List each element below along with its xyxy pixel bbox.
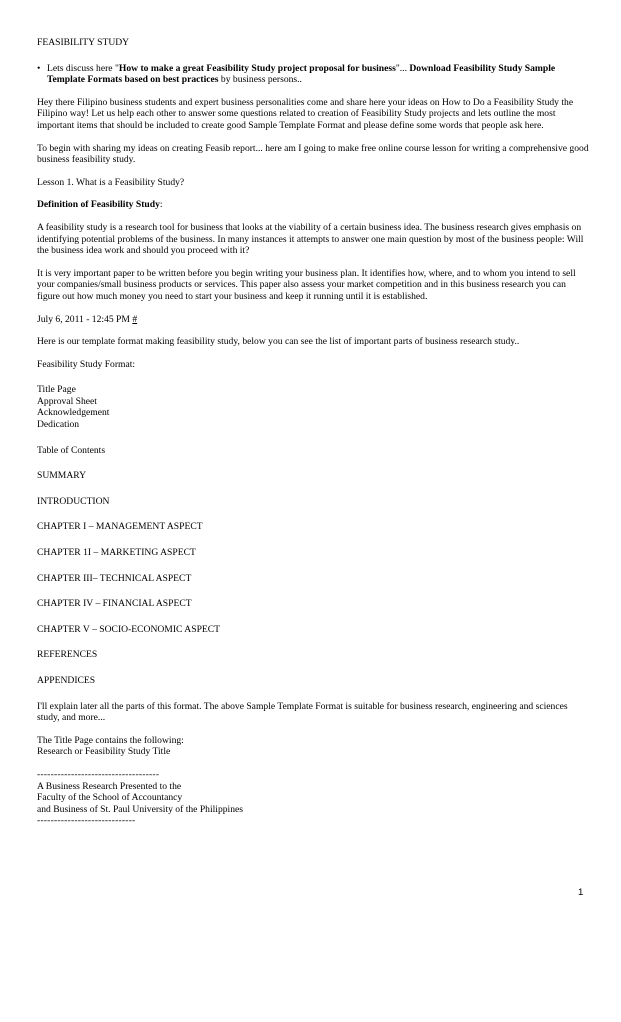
intro-download: Download Feasibility Study Sample Template Formats based on best practices <box>47 62 556 86</box>
important-paragraph: It is very important paper to be written before you begin writing your business plan. It identifies how, where, and to whom you intend to sell your companies/small business products or services. This paper also assess your market competition and in this business research you can figure out how much money you need to start your business and keep it running until it is established. <box>37 267 576 302</box>
presented-line: A Business Research Presented to the <box>37 780 182 792</box>
intro-topic: How to make a great Feasibility Study project proposal for business <box>118 62 396 74</box>
dash-divider-top: ------------------------------------ <box>37 768 160 780</box>
document-title: FEASIBILITY STUDY <box>37 37 130 48</box>
post-meta <box>37 314 589 326</box>
format-heading: Feasibility Study Format: <box>37 358 136 370</box>
section-appendices: APPENDICES <box>37 675 96 686</box>
lesson-title: Lesson 1. What is a Feasibility Study? <box>37 176 185 188</box>
section-chapter-4: CHAPTER IV – FINANCIAL ASPECT <box>37 598 192 610</box>
front-matter-item: Dedication <box>37 419 80 431</box>
intro-text-mid: "... <box>395 62 410 74</box>
front-matter-item: Title Page <box>37 384 76 396</box>
explain-paragraph: I'll explain later all the parts of this format. The above Sample Template Format is suitable for business research, engineering and sciences study, and more... <box>37 700 568 724</box>
title-page-item: Research or Feasibility Study Title <box>37 746 171 758</box>
presented-line: and Business of St. Paul University of the Philippines <box>37 803 243 815</box>
presented-line: Faculty of the School of Accountancy <box>37 792 183 804</box>
definition-colon: : <box>159 199 163 211</box>
page-number: 1 <box>578 887 584 898</box>
intro-text-post: by business persons.. <box>218 74 302 86</box>
post-date: July 6, 2011 - 12:45 PM <box>37 313 133 325</box>
begin-paragraph: To begin with sharing my ideas on creating Feasib report... here am I going to make free online course lesson for writing a comprehensive good business feasibility study. <box>37 142 589 166</box>
greeting-paragraph: Hey there Filipino business students and expert business personalities come and share here your ideas on How to Do a Feasibility Study the Filipino way! Let us help each other to answer some questions related to creation of Feasibility Study projects and lets outline the most important items that should be included to create good Sample Template Format and please define some words that people ask here. <box>37 96 574 131</box>
presented-block <box>37 769 589 827</box>
definition-heading: Definition of Feasibility Study <box>37 199 160 211</box>
section-chapter-3: CHAPTER III– TECHNICAL ASPECT <box>37 572 192 584</box>
section-introduction: INTRODUCTION <box>37 495 110 507</box>
section-chapter-1: CHAPTER I – MANAGEMENT ASPECT <box>37 521 203 533</box>
section-references: REFERENCES <box>37 649 98 661</box>
front-matter-item: Acknowledgement <box>37 407 110 419</box>
dash-divider-bottom: ----------------------------- <box>37 815 136 827</box>
definition-paragraph: A feasibility study is a research tool for business that looks at the viability of a certain business idea. The business research gives emphasis on identifying potential problems of the business. In many instances it attempts to answer one main question by most of the business people: Will the business idea work and should you proceed with it? <box>37 221 584 257</box>
permalink-link[interactable]: # <box>132 313 138 325</box>
section-chapter-2: CHAPTER 1I – MARKETING ASPECT <box>37 547 196 559</box>
front-matter-item: Approval Sheet <box>37 395 97 407</box>
section-summary: SUMMARY <box>37 470 87 482</box>
front-matter-list <box>37 384 589 430</box>
definition-heading-line <box>37 199 589 211</box>
section-table-of-contents: Table of Contents <box>37 444 106 456</box>
title-page-heading: The Title Page contains the following: <box>37 734 184 746</box>
section-chapter-5: CHAPTER V – SOCIO-ECONOMIC ASPECT <box>37 623 221 635</box>
title-page-block <box>37 735 589 758</box>
template-paragraph: Here is our template format making feasibility study, below you can see the list of important parts of business research study.. <box>37 336 520 348</box>
bullet-icon: • <box>37 62 41 74</box>
intro-bullet <box>37 63 589 86</box>
document-page <box>37 37 589 838</box>
intro-text-pre: Lets discuss here " <box>47 62 119 74</box>
